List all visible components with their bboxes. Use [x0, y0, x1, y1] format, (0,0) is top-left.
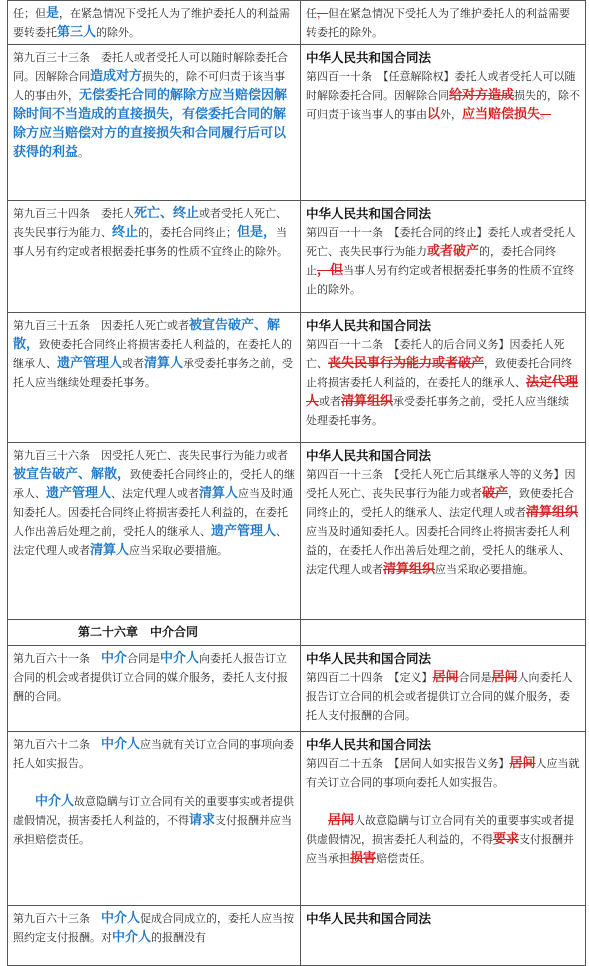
- table-row: [8, 201, 586, 313]
- text-run: 应当采取必要措施。: [129, 544, 229, 557]
- text-run: [13, 795, 35, 808]
- highlighted-text: 是: [46, 6, 60, 21]
- changed-text: 居间: [491, 670, 518, 685]
- text-run: 第九百六十一条: [13, 652, 101, 665]
- chapter-row: [8, 620, 586, 646]
- changed-text: 或者破产: [427, 244, 480, 259]
- highlighted-text: 中介人: [101, 737, 141, 752]
- civil-code-cell: [8, 443, 301, 620]
- table-row: [8, 646, 586, 732]
- law-heading: 中华人民共和国合同法: [306, 911, 432, 926]
- changed-text: 以: [427, 107, 441, 122]
- text-run: 第九百三十五条 因委托人死亡或者: [13, 319, 189, 332]
- highlighted-text: 请求: [189, 813, 216, 828]
- cell-text: [13, 652, 288, 703]
- text-run: 承受委托事务之前，受托人应当继续处理委托事务。: [13, 357, 294, 389]
- text-run: 应当采取必要措施。: [435, 563, 535, 576]
- text-run: 人向委托人报告订立合同的机会或者提供订立合同的媒介服务，委托人支付报酬的合同。: [306, 671, 573, 722]
- chapter-title: 第二十六章 中介合同: [8, 620, 301, 646]
- changed-text: 法定代理人: [306, 375, 579, 409]
- changed-text: ，但: [317, 263, 344, 278]
- civil-code-cell: [8, 732, 301, 906]
- text-run: 致使委托合同终止的，受托人的继承人、: [13, 468, 296, 500]
- law-heading: 中华人民共和国合同法: [306, 448, 432, 463]
- law-heading: 中华人民共和国合同法: [306, 206, 432, 221]
- text-run: 第九百六十二条: [13, 738, 101, 751]
- text-run: 或者: [122, 357, 145, 370]
- text-run: 人应当就有关订立合同的事项向委托人如实报告。: [306, 757, 580, 789]
- cell-text: [306, 757, 580, 865]
- text-run: 第四百一十三条 【受托人死亡后其继承人等的义务】因受托人死亡、丧失民事行为能力或者: [306, 468, 576, 500]
- text-run: 的，委托合同终止；: [138, 226, 238, 239]
- highlighted-text: 终止: [112, 225, 139, 240]
- cell-text: [13, 738, 294, 846]
- highlighted-text: 中介人: [101, 911, 141, 926]
- changed-text: 损害: [350, 851, 377, 866]
- cell-text: [306, 226, 576, 296]
- highlighted-text: 无偿委托合同的解除方应当赔偿因解除时间不当造成的直接损失，有偿委托合同的解除方应当赔偿对方的直接损失和合同履行后可以获得的利益: [13, 88, 288, 160]
- cell-text: [13, 207, 288, 258]
- text-run: 损失的，除不可归责于该当事人的事由: [306, 89, 581, 121]
- text-run: 、法定代理人或者: [13, 525, 288, 557]
- law-heading: 中华人民共和国合同法: [306, 651, 432, 666]
- changed-text: 居间: [432, 670, 459, 685]
- text-run: 当事人另有约定或者根据委托事务的性质不宜终止的除外。: [306, 264, 575, 296]
- highlighted-text: 但是，: [237, 225, 277, 240]
- empty-cell: [301, 620, 586, 646]
- text-run: 合同是: [458, 671, 492, 684]
- text-run: 应当及时通知委托人。因委托合同终止将损害委托人利益的，在委托人作出善后处理之前，受托人的继承人、法定代理人或者: [306, 525, 570, 576]
- civil-code-cell: [8, 45, 301, 201]
- contract-law-cell: [301, 1, 586, 45]
- table-row: [8, 443, 586, 620]
- text-run: 促成合同成立的，委托人应当按照约定支付报酬。对: [13, 912, 295, 944]
- highlighted-text: 清算人: [90, 543, 130, 558]
- text-run: 致使委托合同终止将损害委托人利益的，在委托人的继承人、: [13, 338, 293, 370]
- text-run: 。: [78, 146, 90, 159]
- text-run: 人故意隐瞒与订立合同有关的重要事实或者提供虚假情况，损害委托人利益的，不得: [306, 814, 575, 846]
- text-run: 损失的，除不可归责于该当事人的事由外，: [13, 70, 286, 102]
- changed-text: 破产: [482, 486, 509, 501]
- text-run: 的报酬没有: [151, 931, 207, 944]
- text-run: ，致使委托合同终止将损害委托人利益的，在委托人的继承人、: [306, 357, 573, 389]
- cell-text: [306, 468, 578, 576]
- changed-text: 要求: [493, 832, 520, 847]
- text-run: 外，: [440, 108, 463, 121]
- highlighted-text: 遗产管理人: [57, 356, 123, 371]
- civil-code-cell: [8, 313, 301, 443]
- civil-code-cell: [8, 906, 301, 966]
- text-run: 第九百三十三条 委托人或者受托人可以随时解除委托合同。因解除合同: [13, 51, 288, 83]
- table-row: [8, 313, 586, 443]
- highlighted-text: 。: [540, 108, 552, 121]
- text-run: 第九百三十四条 委托人: [13, 207, 134, 220]
- text-run: 或者受托人死亡、丧失民事行为能力、: [13, 207, 288, 239]
- contract-law-cell: [301, 201, 586, 313]
- cell-text: [13, 7, 290, 39]
- text-run: 第九百三十六条 因受托人死亡、丧失民事行为能力或者: [13, 449, 288, 462]
- text-run: 向委托人报告订立合同的机会或者提供订立合同的媒介服务，委托人支付报酬的合同。: [13, 652, 288, 703]
- highlighted-text: 造成对方: [90, 69, 143, 84]
- civil-code-cell: [8, 201, 301, 313]
- law-heading: 中华人民共和国合同法: [306, 318, 432, 333]
- text-run: 支付报酬并应当承担赔偿责任。: [13, 814, 293, 846]
- highlighted-text: 被宣告破产、解散，: [13, 467, 131, 482]
- highlighted-text: 中介人: [35, 794, 75, 809]
- highlighted-text: 遗产管理人: [46, 486, 112, 501]
- contract-law-cell: [301, 313, 586, 443]
- highlighted-text: 死亡、终止: [134, 206, 200, 221]
- text-run: 应当就有关订立合同的事项向委托人如实报告。: [13, 738, 295, 770]
- civil-code-cell: [8, 646, 301, 732]
- text-run: 第四百一十二条 【委托人的后合同义务】因委托人死亡、: [306, 338, 565, 370]
- highlighted-text: ，: [317, 7, 328, 20]
- text-run: [306, 814, 328, 827]
- highlighted-text: 中介人: [112, 930, 152, 945]
- cell-text: [306, 338, 578, 427]
- text-run: 应当及时通知委托人。因委托合同终止将损害委托人利益的，在委托人作出善后处理之前，受托人的继承人、: [13, 487, 294, 538]
- law-heading: 中华人民共和国合同法: [306, 737, 432, 752]
- contract-law-cell: [301, 45, 586, 201]
- cell-text: [13, 449, 295, 557]
- highlighted-text: 被宣告破产、解散，: [13, 318, 281, 352]
- cell-text: [306, 7, 570, 39]
- highlighted-text: 中介: [101, 651, 128, 666]
- changed-text: 应当赔偿损失: [462, 107, 541, 122]
- text-run: 当事人另有约定或者根据委托事务的性质不宜终止的除外。: [13, 226, 288, 258]
- text-run: 的除外。: [96, 26, 141, 39]
- changed-text: 丧失民事行为能力或者破产: [328, 356, 485, 371]
- text-run: 赔偿责任。: [376, 852, 432, 865]
- text-run: 第四百一十条 【任意解除权】委托人或者受托人可以随时解除委托合同。因解除合同: [306, 70, 576, 102]
- text-run: 第四百二十四条 【定义】: [306, 671, 433, 684]
- changed-text: 清算组织: [526, 505, 579, 520]
- text-run: 、法定代理人或者: [111, 487, 200, 500]
- highlighted-text: 中介人: [160, 651, 200, 666]
- cell-text: [13, 319, 293, 389]
- highlighted-text: 清算人: [199, 486, 239, 501]
- text-run: 第四百二十五条 【居间人如实报告义务】: [306, 757, 510, 770]
- contract-law-cell: [301, 732, 586, 906]
- civil-code-cell: [8, 1, 301, 45]
- text-run: 或者: [319, 395, 342, 408]
- cell-text: [306, 70, 580, 121]
- changed-text: 清算组织: [341, 394, 394, 409]
- text-run: 的，委托合同终止: [306, 245, 557, 277]
- changed-text: 给对方造成: [449, 88, 515, 103]
- cell-text: [306, 671, 573, 722]
- text-run: 承受委托事务之前，受托人应当继续处理委托事务。: [306, 395, 570, 427]
- table-row: [8, 732, 586, 906]
- text-run: 故意隐瞒与订立合同有关的重要事实或者提供虚假情况，损害委托人利益的，不得: [13, 795, 295, 827]
- cell-text: [13, 912, 294, 944]
- changed-text: 清算组织: [383, 562, 436, 577]
- contract-law-cell: [301, 646, 586, 732]
- table-row: [8, 906, 586, 966]
- text-run: 任；但: [13, 7, 46, 20]
- text-run: 第四百一十一条 【委托合同的终止】委托人或者受托人死亡、丧失民事行为能力: [306, 226, 576, 258]
- text-run: ，致使委托合同终止的，受托人的继承人、法定代理人或者: [306, 487, 575, 519]
- highlighted-text: 第三人: [57, 25, 97, 40]
- text-run: 第九百六十三条: [13, 912, 101, 925]
- table-row: [8, 1, 586, 45]
- changed-text: 居间: [509, 756, 536, 771]
- text-run: 但在紧急情况下受托人为了维护委托人的利益需要转委托的除外。: [306, 7, 570, 39]
- law-heading: 中华人民共和国合同法: [306, 50, 432, 65]
- text-run: ，在紧急情况下受托人为了维护委托人的利益需要转委托: [13, 7, 291, 39]
- text-run: 合同是: [127, 652, 161, 665]
- highlighted-text: 清算人: [144, 356, 184, 371]
- changed-text: 居间: [328, 813, 355, 828]
- table-row: [8, 45, 586, 201]
- cell-text: [13, 51, 288, 159]
- text-run: 任: [306, 7, 317, 20]
- comparison-table: [7, 0, 586, 966]
- contract-law-cell: [301, 443, 586, 620]
- highlighted-text: 遗产管理人: [211, 524, 277, 539]
- contract-law-cell: [301, 906, 586, 966]
- comparison-document: [7, 0, 585, 966]
- text-run: 支付报酬并应当承担: [306, 833, 575, 865]
